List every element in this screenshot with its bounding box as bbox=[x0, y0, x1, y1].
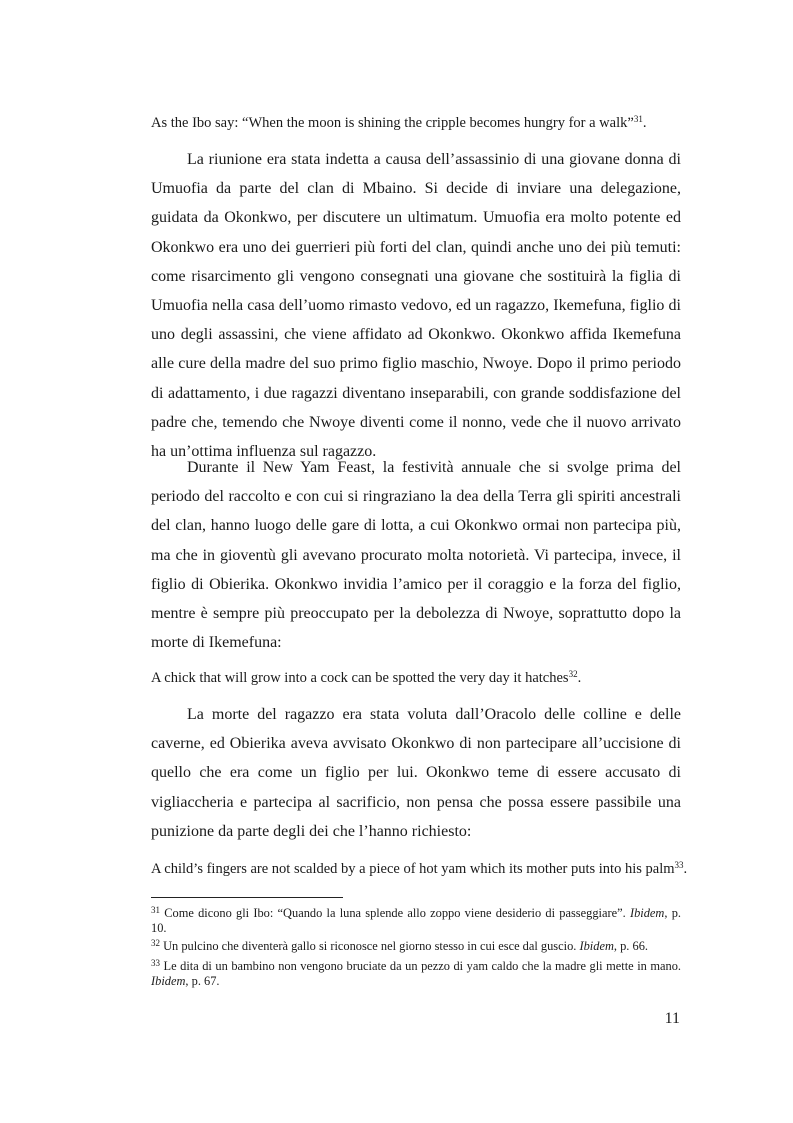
quote-text: As the Ibo say: “When the moon is shining the cripple becomes hungry for a walk” bbox=[151, 115, 634, 131]
quote-end: . bbox=[642, 115, 647, 131]
footnote-source: Ibidem bbox=[579, 939, 614, 953]
footnote-text: Un pulcino che diventerà gallo si riconosce nel giorno stesso in cui esce dal guscio. bbox=[163, 939, 577, 953]
quote-text: A child’s fingers are not scalded by a piece of hot yam which its mother puts into his palm bbox=[151, 861, 675, 877]
footnote-source: Ibidem bbox=[151, 974, 186, 988]
quote-text: A chick that will grow into a cock can be spotted the very day it hatches bbox=[151, 670, 569, 686]
footnote-31 bbox=[151, 906, 681, 936]
footnote-ref-33[interactable]: 33 bbox=[674, 860, 684, 870]
footnote-number: 32 bbox=[151, 938, 160, 948]
footnote-ref-31[interactable]: 31 bbox=[633, 114, 643, 124]
quote-31 bbox=[151, 113, 681, 133]
page-number: 11 bbox=[664, 1010, 680, 1027]
footnote-text: Come dicono gli Ibo: “Quando la luna splende allo zoppo viene desiderio di passeggiare”. bbox=[164, 906, 626, 920]
footnote-33 bbox=[151, 959, 681, 989]
footnote-text: Le dita di un bambino non vengono bruciate da un pezzo di yam caldo che la madre gli mette in mano. bbox=[163, 959, 681, 973]
footnote-number: 33 bbox=[151, 958, 160, 968]
quote-33 bbox=[151, 859, 688, 879]
paragraph-2: Durante il New Yam Feast, la festività annuale che si svolge prima del periodo del raccolto e con cui si ringraziano la dea della Terra gli spiriti ancestrali del clan, hanno luogo delle gare di lotta, a cui Okonkwo ormai non partecipa più, ma che in gioventù gli avevano procurato molta notorietà. Vi partecipa, invece, il figlio di Obierika. Okonkwo invidia l’amico per il coraggio e la forza del figlio, mentre è sempre più preoccupato per la debolezza di Nwoye, soprattutto dopo la morte di Ikemefuna: bbox=[151, 459, 681, 652]
paragraph-1: La riunione era stata indetta a causa dell’assassinio di una giovane donna di Umuofia da parte del clan di Mbaino. Si decide di inviare una delegazione, guidata da Okonkwo, per discutere un ultimatum. Umuofia era molto potente ed Okonkwo era uno dei guerrieri più forti del clan, quindi anche uno dei più temuti: come risarcimento gli vengono consegnati una giovane che sostituirà la figlia di Umuofia nella casa dell’uomo rimasto vedovo, ed un ragazzo, Ikemefuna, figlio di uno degli assassini, che viene affidato ad Okonkwo. Okonkwo affida Ikemefuna alle cure della madre del suo primo figlio maschio, Nwoye. Dopo il primo periodo di adattamento, i due ragazzi diventano inseparabili, con grande soddisfazione del padre che, temendo che Nwoye diventi come il nonno, vede che il nuovo arrivato ha un’ottima influenza sul ragazzo. bbox=[151, 151, 681, 461]
quote-end: . bbox=[683, 861, 688, 877]
footnote-pages: , p. 10. bbox=[151, 906, 681, 935]
footnote-32 bbox=[151, 939, 681, 954]
footnote-pages: , p. 66. bbox=[613, 939, 648, 953]
quote-end: . bbox=[577, 670, 582, 686]
footnote-pages: , p. 67. bbox=[185, 974, 220, 988]
paragraph-3: La morte del ragazzo era stata voluta dall’Oracolo delle colline e delle caverne, ed Obierika aveva avvisato Okonkwo di non partecipare all’uccisione di quello che era come un figlio per lui. Okonkwo teme di essere accusato di vigliaccheria e partecipa al sacrificio, non pensa che possa essere passibile una punizione da parte degli dei che l’hanno richiesto: bbox=[151, 706, 681, 840]
footnote-divider bbox=[151, 897, 343, 898]
footnote-ref-32[interactable]: 32 bbox=[568, 669, 578, 679]
footnote-number: 31 bbox=[151, 905, 160, 915]
quote-32 bbox=[151, 668, 681, 688]
footnote-source: Ibidem bbox=[629, 906, 665, 920]
